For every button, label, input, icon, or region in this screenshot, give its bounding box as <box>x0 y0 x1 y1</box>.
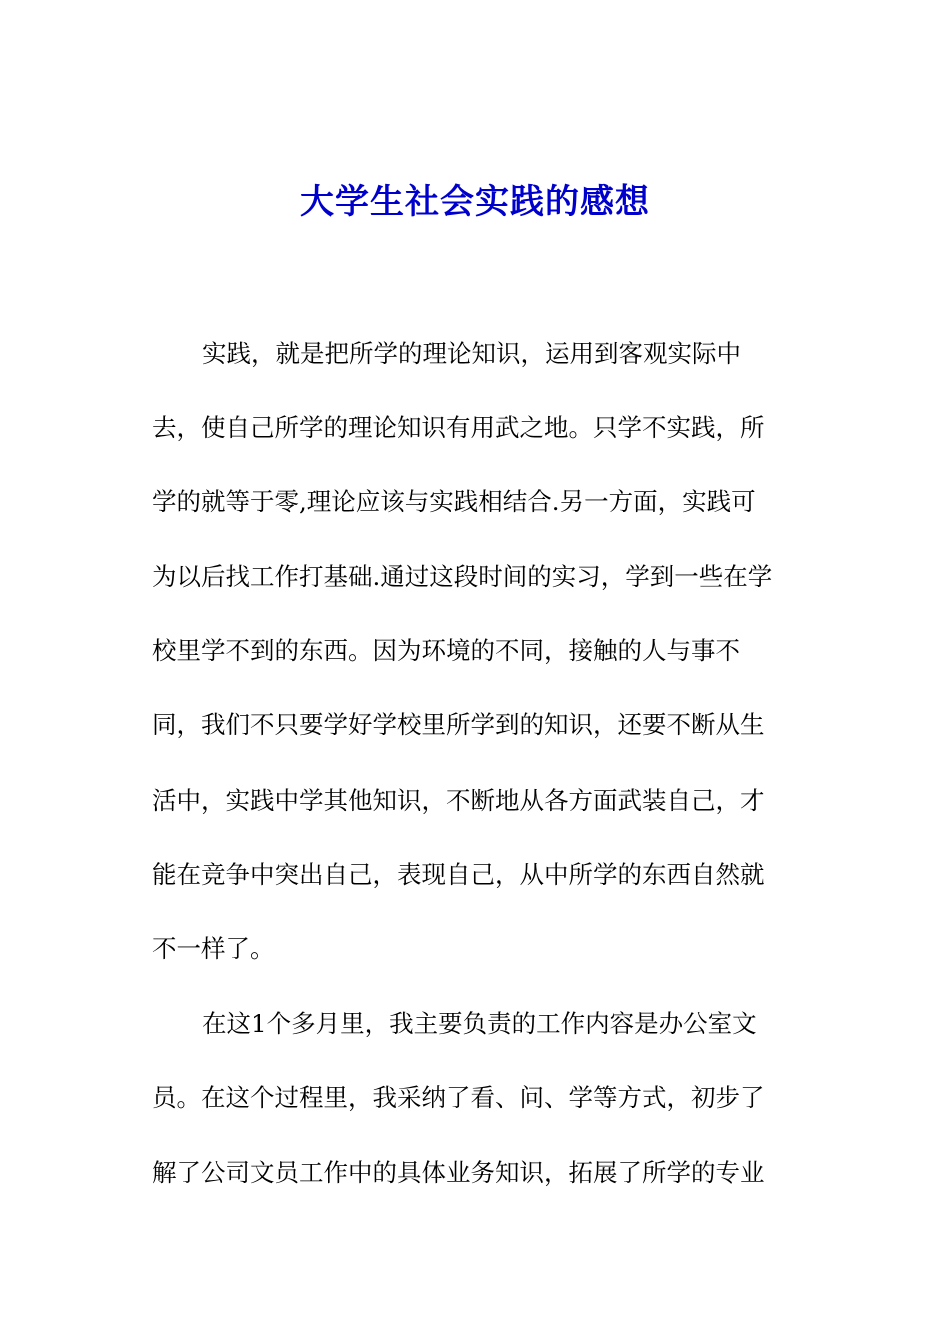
paragraph-line: 实践，就是把所学的理论知识，运用到客观实际中 <box>202 339 741 368</box>
paragraph-line: 在这1个多月里，我主要负责的工作内容是办公室文 <box>202 1009 757 1038</box>
paragraph-line: 为以后找工作打基础.通过这段时间的实习，学到一些在学 <box>152 562 773 591</box>
paragraph-line: 学的就等于零,理论应该与实践相结合.另一方面，实践可 <box>152 487 756 516</box>
paragraph-line: 同，我们不只要学好学校里所学到的知识，还要不断从生 <box>152 710 765 739</box>
document-title: 大学生社会实践的感想 <box>300 182 650 222</box>
paragraph-line: 活中，实践中学其他知识，不断地从各方面武装自己，才 <box>152 786 765 815</box>
paragraph-line: 不一样了。 <box>152 934 275 963</box>
paragraph-line: 解了公司文员工作中的具体业务知识，拓展了所学的专业 <box>152 1158 765 1187</box>
paragraph-line: 员。在这个过程里，我采纳了看、问、学等方式，初步了 <box>152 1083 765 1112</box>
paragraph-line: 能在竞争中突出自己，表现自己，从中所学的东西自然就 <box>152 860 765 889</box>
paragraph-line: 校里学不到的东西。因为环境的不同，接触的人与事不 <box>152 636 740 665</box>
paragraph-line: 去，使自己所学的理论知识有用武之地。只学不实践，所 <box>152 413 765 442</box>
